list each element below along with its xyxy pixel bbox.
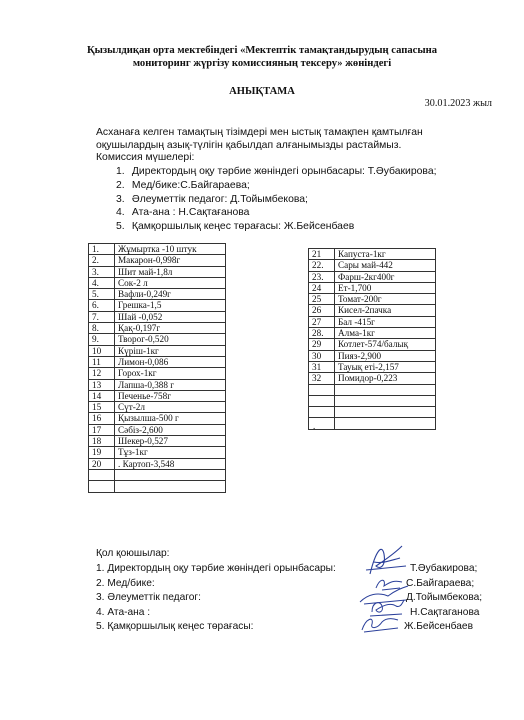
table-row [309, 316, 436, 327]
item-text: Шай -0,052 [115, 311, 226, 322]
item-number: 17 [89, 424, 115, 435]
table-row [89, 390, 226, 401]
table-row [309, 418, 436, 429]
item-text: Пияз-2,900 [335, 350, 436, 361]
item-number: 22. [309, 260, 335, 271]
item-number: 7. [89, 311, 115, 322]
item-number [309, 384, 335, 395]
item-number: 14 [89, 390, 115, 401]
item-number: 26 [309, 305, 335, 316]
item-number: 29 [309, 339, 335, 350]
table-row [89, 436, 226, 447]
table-row [89, 424, 226, 435]
item-number: 4. [89, 277, 115, 288]
item-number: 15 [89, 402, 115, 413]
table-row [89, 469, 226, 480]
item-number: 3. [89, 266, 115, 277]
item-text [335, 418, 436, 429]
item-text: Күріш-1кг [115, 345, 226, 356]
food-items-table-left [88, 243, 226, 493]
signature-role: 4. Ата-ана : [96, 607, 151, 618]
table-row [309, 339, 436, 350]
commission-label: Комиссия мүшелері: [96, 152, 195, 163]
item-number: 32 [309, 373, 335, 384]
member-item: 2. Мед/бике:С.Байгараева; [116, 179, 250, 191]
document-heading: АНЫҚТАМА [229, 86, 295, 97]
item-number: 21 [309, 249, 335, 260]
item-text: Сок-2 л [115, 277, 226, 288]
item-text: Лапша-0,388 г [115, 379, 226, 390]
item-number: 12 [89, 368, 115, 379]
item-text: Шит май-1,8л [115, 266, 226, 277]
commission-members-list [116, 165, 437, 234]
table-row [309, 373, 436, 384]
item-number: 24 [309, 282, 335, 293]
item-text: Томат-200г [335, 294, 436, 305]
table-row [309, 395, 436, 406]
item-text [335, 384, 436, 395]
signature-name: Д.Тойымбекова; [406, 592, 483, 603]
item-number: 28. [309, 328, 335, 339]
item-text: Сары май-442 [335, 260, 436, 271]
item-text: Сүт-2л [115, 402, 226, 413]
table-row [89, 345, 226, 356]
table-row [89, 289, 226, 300]
item-number [89, 469, 115, 480]
table-row [89, 447, 226, 458]
item-number: 30 [309, 350, 335, 361]
signature-role: 1. Директордың оқу тәрбие жөніндегі орынбасары: [96, 563, 336, 574]
table-row [309, 305, 436, 316]
table-row [89, 379, 226, 390]
item-text: Алма-1кг [335, 328, 436, 339]
table-row [89, 334, 226, 345]
item-text: . Картоп-3,548 [115, 458, 226, 469]
item-text: Вафли-0,249г [115, 289, 226, 300]
item-text: Кисел-2пачка [335, 305, 436, 316]
item-number: 10 [89, 345, 115, 356]
table-row [309, 271, 436, 282]
item-text: Қызылша-500 г [115, 413, 226, 424]
signature-role: 3. Әлеуметтік педагог: [96, 592, 201, 603]
signature-name: С.Байгараева; [406, 578, 475, 589]
table-row [89, 458, 226, 469]
item-number: 23. [309, 271, 335, 282]
document-title: Қызылдиқан орта мектебіндегі «Мектептік тамақтандырудың сапасына мониторинг жүргізу комиссияның тексеру» жөніндегі [86, 45, 438, 69]
table-row [89, 402, 226, 413]
signature-name: Ж.Бейсенбаев [404, 621, 474, 632]
table-row [89, 311, 226, 322]
item-number: 8. [89, 323, 115, 334]
item-number: 1. [89, 244, 115, 255]
item-text: Қақ-0,197г [115, 323, 226, 334]
document-date: 30.01.2023 жыл [424, 98, 492, 109]
item-text: Жұмыртка -10 штук [115, 244, 226, 255]
intro-text: Асханаға келген тамақтың тізімдері мен ыстық тамақпен қамтылған оқушылардың азық-түлігін қабылдап алғанымызды растаймыз. [96, 127, 423, 151]
item-number: 13 [89, 379, 115, 390]
item-number [89, 481, 115, 492]
item-text: Грешка-1,5 [115, 300, 226, 311]
item-number [309, 395, 335, 406]
table-row [309, 361, 436, 372]
item-number [309, 407, 335, 418]
item-number: 31 [309, 361, 335, 372]
item-text: Помидор-0,223 [335, 373, 436, 384]
item-number: 5. [89, 289, 115, 300]
intro-paragraph [96, 127, 466, 165]
table-row [89, 244, 226, 255]
item-number: 25 [309, 294, 335, 305]
item-text: Капуста-1кг [335, 249, 436, 260]
item-text: Тауық еті-2,157 [335, 361, 436, 372]
table-row [309, 407, 436, 418]
table-row [309, 294, 436, 305]
item-number: 16 [89, 413, 115, 424]
item-text: Сәбіз-2,600 [115, 424, 226, 435]
table-row [89, 413, 226, 424]
table-row [309, 384, 436, 395]
signature-name: Н.Сақтаганова [410, 607, 480, 618]
item-text: Шекер-0,527 [115, 436, 226, 447]
table-row [309, 328, 436, 339]
item-number: 18 [89, 436, 115, 447]
member-item: 3. Әлеуметтік педагог: Д.Тойымбекова; [116, 193, 308, 205]
table-row [89, 481, 226, 492]
item-text: Творог-0,520 [115, 334, 226, 345]
signature-5 [358, 612, 402, 636]
item-text [115, 469, 226, 480]
signature-role: 5. Қамқоршылық кеңес төрағасы: [96, 621, 254, 632]
table-row [309, 260, 436, 271]
item-text [115, 481, 226, 492]
signatures-label: Қол қоюшылар: [96, 548, 170, 559]
item-text: Котлет-574/балық [335, 339, 436, 350]
item-number: 6. [89, 300, 115, 311]
table-row [309, 350, 436, 361]
item-number: 2. [89, 255, 115, 266]
signature-role: 2. Мед/бике: [96, 578, 155, 589]
item-text: Горох-1кг [115, 368, 226, 379]
item-number: 11 [89, 356, 115, 367]
item-text: Печенье-758г [115, 390, 226, 401]
table-mark: . [313, 421, 316, 431]
food-items-table-right [308, 248, 436, 430]
member-item: 1. Директордың оқу тәрбие жөніндегі орынбасары: Т.Әубакирова; [116, 166, 437, 177]
table-row [89, 277, 226, 288]
item-text [335, 407, 436, 418]
item-text: Лимон-0,086 [115, 356, 226, 367]
item-number: 19 [89, 447, 115, 458]
table-row [89, 323, 226, 334]
signature-name: Т.Әубакирова; [410, 563, 478, 574]
item-text: Тұз-1кг [115, 447, 226, 458]
item-number: 27 [309, 316, 335, 327]
table-row [89, 356, 226, 367]
member-item: 5. Қамқоршылық кеңес төрағасы: Ж.Бейсенбаев [116, 221, 355, 233]
table-row [309, 249, 436, 260]
item-text: Фарш-2кг400г [335, 271, 436, 282]
item-number: 20 [89, 458, 115, 469]
table-row [89, 255, 226, 266]
member-item: 4. Ата-ана : Н.Сақтағанова [116, 207, 250, 219]
item-text: Ет-1,700 [335, 282, 436, 293]
table-row [89, 368, 226, 379]
table-row [89, 266, 226, 277]
item-text: Бал -415г [335, 316, 436, 327]
table-row [89, 300, 226, 311]
item-number: 9. [89, 334, 115, 345]
item-text: Макарон-0,998г [115, 255, 226, 266]
item-text [335, 395, 436, 406]
table-row [309, 282, 436, 293]
